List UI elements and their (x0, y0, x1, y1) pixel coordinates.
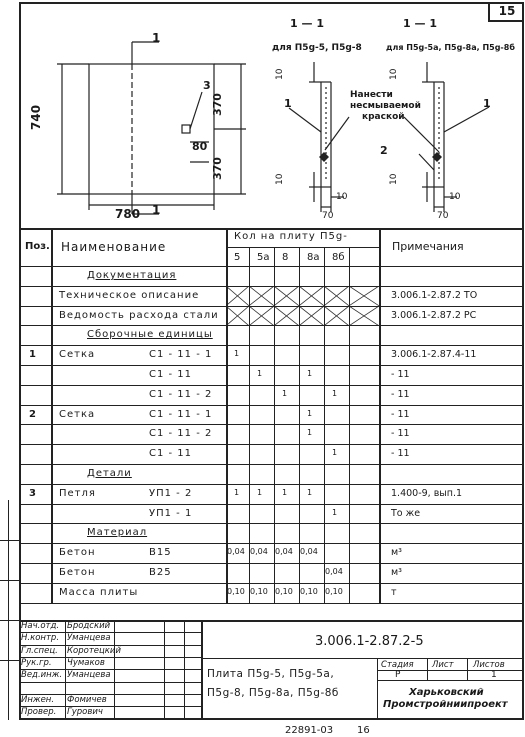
table-row-line (19, 523, 524, 524)
role-person: Уманцева (67, 633, 111, 644)
section-right-dim-right: 10 (449, 192, 461, 202)
table-row-line (19, 504, 524, 505)
role-label: Инжен. (21, 694, 55, 705)
header-qty-group: Кол на плиту П5g- (234, 231, 348, 242)
section-right-dim-top: 10 (389, 68, 399, 80)
row-code: С1 - 11 - 1 (149, 349, 213, 361)
row-note: - 11 (391, 448, 410, 460)
row-qty: 0,04 (300, 547, 318, 557)
role-label: Н.контр. (21, 633, 60, 644)
row-qty: 1 (332, 507, 338, 517)
title-block-row-line (19, 632, 201, 633)
row-qty: 1 (332, 448, 338, 458)
table-row-line (19, 306, 524, 307)
row-qty: 1 (234, 487, 240, 497)
table-row-line (19, 563, 524, 564)
role-label: Гл.спец. (21, 645, 58, 656)
table-row-line (19, 286, 524, 287)
section-mark-bottom: 1 (152, 203, 161, 217)
table-row-line (19, 603, 524, 604)
row-code: УП1 - 2 (149, 487, 193, 499)
row-qty: 1 (234, 349, 240, 359)
footer-page: 16 (357, 725, 370, 736)
row-name: Сетка (59, 349, 96, 361)
title-line-2: П5g-8, П5g-8а, П5g-8б (207, 687, 339, 699)
paint-note-line-2: несмываемой (350, 101, 421, 111)
table-row-line (19, 385, 524, 386)
section-left-dim-base: 70 (322, 211, 334, 221)
row-qty: 0,04 (250, 547, 268, 557)
paint-note (350, 90, 421, 123)
header-variant: 8 (282, 252, 289, 263)
row-code: УП1 - 1 (149, 507, 193, 519)
row-qty: 0,10 (300, 586, 318, 596)
title-block-row-line (19, 682, 201, 683)
row-qty: 1 (282, 487, 288, 497)
title-block-row-line (19, 718, 201, 719)
table-row-line (19, 424, 524, 425)
row-note: т (391, 586, 397, 598)
section-right-subtitle: для П5g-5а, П5g-8а, П5g-8б (386, 43, 515, 52)
row-qty: 1 (307, 369, 313, 378)
paint-note-line-1: Нанести (350, 90, 393, 100)
sheets-label: Листов (473, 660, 505, 670)
row-qty: 1 (307, 428, 313, 438)
col-divider-pos (51, 228, 53, 603)
title-line-1: Плита П5g-5, П5g-5а, (207, 668, 335, 680)
header-subdivider (226, 247, 379, 248)
row-name: Бетон (59, 567, 96, 578)
table-row-line (19, 444, 524, 445)
section-left-subtitle: для П5g-5, П5g-8 (272, 43, 362, 53)
row-note: м³ (391, 547, 402, 559)
row-name: Бетон (59, 547, 96, 559)
title-block-row-line (19, 706, 201, 707)
header-bottom-line (19, 266, 524, 267)
row-pos: 1 (29, 349, 36, 361)
table-row-line (19, 543, 524, 544)
dim-width: 780 (115, 207, 141, 221)
header-variant: 5а (257, 252, 270, 263)
header-notes: Примечания (392, 240, 464, 253)
row-code: С1 - 11 - 1 (149, 408, 213, 420)
row-qty: 1 (257, 487, 263, 497)
role-label: Провер. (21, 707, 57, 718)
section-left-dim-top: 10 (275, 68, 285, 80)
row-qty: 1 (307, 408, 313, 418)
row-code: С1 - 11 - 2 (149, 388, 213, 400)
table-row-line (19, 405, 524, 406)
row-name: Петля (59, 487, 96, 499)
section-right-title: 1 — 1 (403, 17, 437, 30)
sheet-label: Лист (432, 660, 454, 670)
table-row-line (19, 365, 524, 366)
table-row-line (19, 583, 524, 584)
section-heading: Детали (87, 468, 132, 479)
role-label: Рук.гр. (21, 657, 52, 668)
section-right-dim-base: 70 (437, 211, 449, 221)
dim-80: 80 (192, 140, 208, 153)
role-person: Чумаков (67, 657, 105, 668)
callout-3: 3 (203, 79, 211, 92)
header-name: Наименование (61, 240, 167, 254)
header-variant: 5 (234, 252, 241, 263)
footer-number: 22891-03 (285, 725, 334, 736)
table-row-line (19, 484, 524, 485)
header-variant: 8б (332, 252, 345, 263)
col-divider-notes (379, 228, 381, 603)
section-right-callout-1: 1 (483, 97, 491, 110)
binding-strip (0, 500, 19, 720)
header-variant: 8а (307, 252, 320, 263)
title-block-row-line (19, 657, 201, 658)
org-line-2: Промстройниипроект (383, 699, 508, 710)
row-note: - 11 (391, 388, 410, 400)
doc-code: 3.006.1-2.87.2-5 (315, 634, 424, 649)
row-qty: 1 (307, 487, 313, 497)
section-left-dim-bottom: 10 (275, 173, 285, 185)
section-heading: Сборочные единицы (87, 329, 213, 341)
title-block-row-line (19, 669, 201, 670)
section-mark-top: 1 (152, 31, 161, 45)
row-name: Масса плиты (59, 586, 139, 598)
row-note: 1.400-9, вып.1 (391, 487, 463, 499)
section-heading: Документация (87, 270, 177, 281)
sheets-value: 1 (491, 670, 497, 680)
row-qty: 0,04 (325, 567, 343, 576)
row-pos: 3 (29, 487, 36, 499)
role-person: Фомичев (67, 694, 107, 705)
role-person: Гурович (67, 707, 103, 718)
section-heading: Материал (87, 527, 148, 539)
sheet-number: 15 (488, 2, 524, 22)
plate-plan-outline (89, 64, 214, 194)
table-row-line (19, 464, 524, 465)
row-code: С1 - 11 - 2 (149, 428, 213, 440)
stage-value: Р (395, 670, 401, 680)
dim-370-a: 370 (211, 93, 224, 116)
row-name: Техническое описание (59, 289, 200, 301)
row-qty: 1 (257, 369, 263, 378)
section-right-callout-2: 2 (380, 144, 388, 157)
role-person: Бродский (67, 621, 111, 631)
row-note: - 11 (391, 428, 410, 440)
table-row-line (19, 345, 524, 346)
row-code: В15 (149, 547, 172, 559)
row-qty: 0,10 (325, 586, 343, 596)
section-right-dim-bottom: 10 (389, 173, 399, 185)
org-line-1: Харьковский (409, 687, 484, 698)
role-label: Нач.отд. (21, 621, 60, 631)
row-qty: 0,10 (250, 586, 268, 596)
row-qty: 1 (282, 388, 288, 398)
row-note: То же (391, 507, 421, 519)
row-qty: 0,10 (275, 586, 293, 596)
dim-height: 740 (29, 104, 43, 130)
row-pos: 2 (29, 408, 36, 420)
title-block (19, 620, 524, 720)
row-name: Ведомость расхода стали (59, 309, 219, 321)
row-code: С1 - 11 (149, 369, 193, 380)
row-note: - 11 (391, 408, 410, 420)
row-note: 3.006.1-2.87.2 ТО (391, 289, 478, 301)
row-qty: 0,04 (227, 547, 245, 557)
specification-table (19, 228, 524, 603)
row-code: С1 - 11 (149, 448, 193, 460)
paint-note-line-3: краской (362, 112, 405, 122)
row-code: В25 (149, 567, 172, 578)
row-note: 3.006.1-2.87.4-11 (391, 349, 477, 361)
role-label: Вед.инж. (21, 670, 63, 681)
section-left-dim-right: 10 (336, 192, 348, 202)
stage-label: Стадия (381, 660, 414, 670)
row-qty: 1 (332, 388, 338, 398)
row-name: Сетка (59, 408, 96, 420)
section-left-title: 1 — 1 (290, 17, 324, 30)
section-left-callout: 1 (284, 97, 292, 110)
row-qty: 0,04 (275, 547, 293, 557)
dim-370-b: 370 (211, 157, 224, 180)
role-person: Коротецкий (67, 645, 121, 656)
row-note: м³ (391, 567, 402, 578)
title-block-row-line (19, 645, 201, 646)
row-qty: 0,10 (227, 586, 245, 596)
row-note: - 11 (391, 369, 410, 380)
header-pos: Поз. (25, 241, 50, 252)
title-block-row-line (19, 694, 201, 695)
role-person: Уманцева (67, 670, 111, 681)
col-divider-name (226, 228, 228, 603)
table-row-line (19, 325, 524, 326)
row-note: 3.006.1-2.87.2 РС (391, 309, 477, 321)
